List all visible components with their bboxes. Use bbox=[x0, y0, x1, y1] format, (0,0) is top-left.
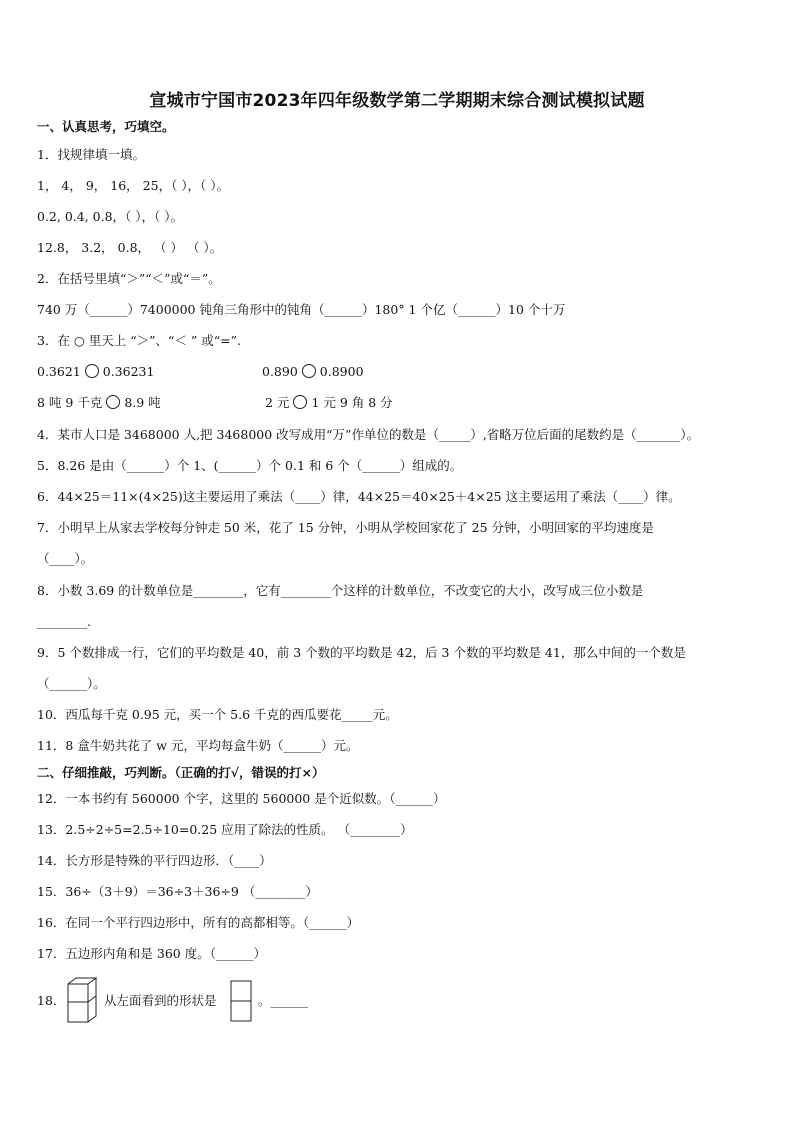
question-9: 9．5 个数排成一行，它们的平均数是 40，前 3 个数的平均数是 42，后 3 个数的平均数是 41，那么中间的一个数是 bbox=[37, 645, 686, 660]
question-1a: 1， 4， 9， 16， 25，（ ），（ ）。 bbox=[37, 178, 230, 193]
q3-row2-left bbox=[37, 394, 161, 412]
question-8-answer: ________. bbox=[37, 614, 91, 629]
question-7-answer: （____）。 bbox=[37, 551, 94, 566]
left-view-figure bbox=[230, 980, 254, 1028]
question-4: 4．某市人口是 3468000 人,把 3468000 改写成用“万”作单位的数是（_____）,省略万位后面的尾数约是（_______）。 bbox=[37, 427, 700, 442]
q3-d-right: 1 元 9 角 8 分 bbox=[311, 395, 393, 410]
q3-c-right: 8.9 吨 bbox=[124, 395, 161, 410]
question-10: 10．西瓜每千克 0.95 元，买一个 5.6 千克的西瓜要花_____元。 bbox=[37, 707, 398, 722]
question-13: 13．2.5÷2÷5=2.5÷10=0.25 应用了除法的性质。 （________） bbox=[37, 822, 413, 837]
q3-a-left: 0.3621 bbox=[37, 364, 81, 379]
question-2: 2．在括号里填“＞”“＜”或“＝”。 bbox=[37, 271, 221, 286]
question-15: 15．36÷（3＋9）＝36÷3＋36÷9 （________） bbox=[37, 884, 318, 899]
question-5: 5．8.26 是由（______）个 1、(______）个 0.1 和 6 个（______）组成的。 bbox=[37, 458, 463, 473]
page-title: 宣城市宁国市2023年四年级数学第二学期期末综合测试模拟试题 bbox=[149, 91, 645, 111]
q3-row1-left bbox=[37, 363, 154, 381]
compare-circle[interactable] bbox=[85, 364, 99, 378]
q18-number: 18． bbox=[37, 993, 66, 1008]
section-1-heading: 一、认真思考，巧填空。 bbox=[37, 119, 175, 134]
question-12: 12．一本书约有 560000 个字，这里的 560000 是个近似数。（______） bbox=[37, 791, 446, 806]
question-16: 16．在同一个平行四边形中，所有的高都相等。（______） bbox=[37, 915, 360, 930]
q3-row1-right bbox=[262, 363, 364, 381]
question-1: 1．找规律填一填。 bbox=[37, 147, 145, 162]
question-11: 11．8 盒牛奶共花了 w 元，平均每盒牛奶（______）元。 bbox=[37, 738, 359, 753]
question-1b: 0.2, 0.4, 0.8，（ ），（ ）。 bbox=[37, 209, 183, 224]
question-8: 8．小数 3.69 的计数单位是________，它有________个这样的计数单位，不改变它的大小，改写成三位小数是 bbox=[37, 583, 644, 598]
question-6: 6．44×25＝11×(4×25)这主要运用了乘法（____）律，44×25＝40×25＋4×25 这主要运用了乘法（____）律。 bbox=[37, 489, 681, 504]
question-9-answer: （______）。 bbox=[37, 676, 106, 691]
section-2-heading: 二、仔细推敲，巧判断。（正确的打√，错误的打×） bbox=[37, 765, 325, 780]
q3-d-left: 2 元 bbox=[265, 395, 290, 410]
question-7: 7．小明早上从家去学校每分钟走 50 米，花了 15 分钟，小明从学校回家花了 25 分钟，小明回家的平均速度是 bbox=[37, 520, 655, 535]
question-2a: 740 万（______）7400000 钝角三角形中的钝角（______）180° 1 个亿（______）10 个十万 bbox=[37, 302, 566, 317]
q18-answer-blank: 。______ bbox=[258, 993, 309, 1008]
q3-a-right: 0.36231 bbox=[102, 364, 155, 379]
q18-text: 从左面看到的形状是 bbox=[104, 993, 217, 1008]
compare-circle[interactable] bbox=[302, 364, 316, 378]
question-17: 17．五边形内角和是 360 度。（______） bbox=[37, 946, 266, 961]
q3-b-left: 0.890 bbox=[262, 364, 298, 379]
cube-stack-figure bbox=[66, 976, 100, 1032]
q3-c-left: 8 吨 9 千克 bbox=[37, 395, 103, 410]
compare-circle[interactable] bbox=[293, 395, 307, 409]
question-14: 14．长方形是特殊的平行四边形．（____） bbox=[37, 853, 272, 868]
q3-row2-right bbox=[265, 394, 393, 412]
question-1c: 12.8， 3.2， 0.8， （ ） （ ）。 bbox=[37, 240, 223, 255]
q3-b-right: 0.8900 bbox=[319, 364, 364, 379]
question-3: 3．在 ○ 里天上 “＞”、“＜ ” 或“=”. bbox=[37, 333, 242, 348]
compare-circle[interactable] bbox=[106, 395, 120, 409]
